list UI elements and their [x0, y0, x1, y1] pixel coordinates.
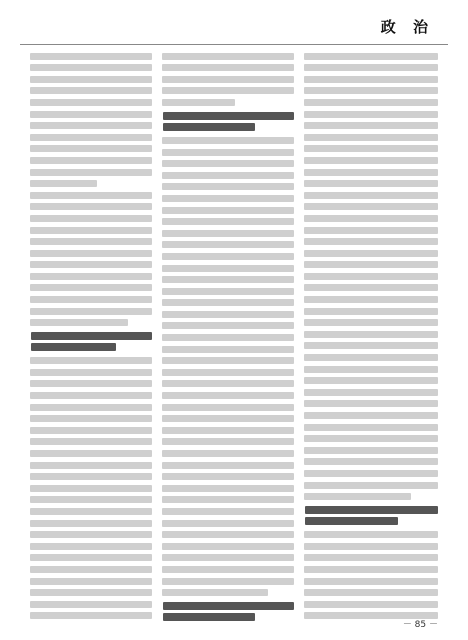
text-line-placeholder	[304, 447, 438, 454]
text-line-placeholder	[304, 227, 438, 234]
text-line-placeholder	[162, 311, 294, 318]
text-line-placeholder	[30, 612, 152, 619]
text-line-placeholder	[304, 566, 438, 573]
text-line-placeholder	[304, 482, 438, 489]
text-line-placeholder	[30, 404, 152, 411]
text-line-placeholder	[162, 380, 294, 387]
text-line-placeholder	[30, 53, 152, 60]
text-line-placeholder	[162, 496, 294, 503]
text-line-placeholder	[30, 319, 128, 326]
text-line-placeholder	[162, 276, 294, 283]
text-line-placeholder	[30, 238, 152, 245]
text-line-placeholder	[30, 438, 152, 445]
text-line-placeholder	[30, 415, 152, 422]
text-line-placeholder	[304, 284, 438, 291]
text-line-placeholder	[304, 389, 438, 396]
text-line-placeholder	[30, 169, 152, 176]
text-line-placeholder	[30, 369, 152, 376]
page-number: － 85 －	[402, 620, 438, 630]
text-line-placeholder	[304, 531, 438, 538]
text-line-placeholder	[304, 203, 438, 210]
text-line-placeholder	[304, 308, 438, 315]
text-line-placeholder	[304, 400, 438, 407]
text-line-placeholder	[304, 458, 438, 465]
text-line-placeholder	[162, 462, 294, 469]
text-line-placeholder	[162, 172, 294, 179]
subsection-heading-placeholder	[304, 506, 438, 525]
heading-line-placeholder	[163, 112, 294, 120]
text-line-placeholder	[304, 342, 438, 349]
subsection-heading-placeholder	[162, 112, 294, 131]
heading-line-placeholder	[31, 343, 116, 351]
text-line-placeholder	[162, 369, 294, 376]
text-line-placeholder	[30, 284, 152, 291]
text-line-placeholder	[162, 357, 294, 364]
text-line-placeholder	[304, 601, 438, 608]
text-line-placeholder	[162, 508, 294, 515]
text-line-placeholder	[30, 273, 152, 280]
text-line-placeholder	[304, 111, 438, 118]
text-line-placeholder	[30, 134, 152, 141]
text-line-placeholder	[304, 578, 438, 585]
text-line-placeholder	[304, 238, 438, 245]
text-line-placeholder	[304, 157, 438, 164]
text-line-placeholder	[30, 531, 152, 538]
text-line-placeholder	[304, 215, 438, 222]
text-line-placeholder	[162, 392, 294, 399]
text-line-placeholder	[30, 308, 152, 315]
text-line-placeholder	[30, 508, 152, 515]
section-title: 政 治	[380, 18, 434, 36]
text-line-placeholder	[30, 145, 152, 152]
text-line-placeholder	[30, 192, 152, 199]
text-line-placeholder	[162, 404, 294, 411]
text-line-placeholder	[30, 496, 152, 503]
text-line-placeholder	[30, 357, 152, 364]
text-line-placeholder	[162, 520, 294, 527]
text-line-placeholder	[30, 76, 152, 83]
text-line-placeholder	[304, 331, 438, 338]
text-line-placeholder	[304, 76, 438, 83]
text-line-placeholder	[162, 99, 235, 106]
text-line-placeholder	[30, 543, 152, 550]
text-line-placeholder	[30, 589, 152, 596]
text-line-placeholder	[162, 566, 294, 573]
text-line-placeholder	[162, 346, 294, 353]
text-line-placeholder	[30, 180, 97, 187]
text-line-placeholder	[30, 111, 152, 118]
text-line-placeholder	[30, 601, 152, 608]
text-line-placeholder	[30, 227, 152, 234]
text-line-placeholder	[304, 296, 438, 303]
heading-line-placeholder	[163, 602, 294, 610]
text-line-placeholder	[304, 424, 438, 431]
text-line-placeholder	[304, 99, 438, 106]
text-line-placeholder	[162, 53, 294, 60]
text-line-placeholder	[304, 53, 438, 60]
text-line-placeholder	[30, 261, 152, 268]
text-line-placeholder	[30, 462, 152, 469]
text-line-placeholder	[30, 250, 152, 257]
text-column-2	[162, 48, 294, 623]
text-line-placeholder	[162, 76, 294, 83]
text-line-placeholder	[162, 207, 294, 214]
text-line-placeholder	[30, 99, 152, 106]
text-line-placeholder	[162, 450, 294, 457]
text-line-placeholder	[162, 543, 294, 550]
text-line-placeholder	[30, 450, 152, 457]
heading-line-placeholder	[31, 332, 152, 340]
text-line-placeholder	[304, 145, 438, 152]
text-line-placeholder	[162, 438, 294, 445]
subsection-heading-placeholder	[30, 332, 152, 351]
text-line-placeholder	[30, 473, 152, 480]
text-line-placeholder	[162, 288, 294, 295]
text-line-placeholder	[162, 137, 294, 144]
text-line-placeholder	[162, 87, 294, 94]
heading-line-placeholder	[305, 506, 438, 514]
text-line-placeholder	[304, 250, 438, 257]
text-line-placeholder	[162, 64, 294, 71]
text-line-placeholder	[30, 157, 152, 164]
text-line-placeholder	[30, 566, 152, 573]
text-line-placeholder	[304, 354, 438, 361]
header-rule	[20, 44, 448, 45]
text-line-placeholder	[304, 180, 438, 187]
text-line-placeholder	[162, 415, 294, 422]
text-line-placeholder	[162, 589, 268, 596]
subsection-heading-placeholder	[162, 602, 294, 621]
text-line-placeholder	[30, 578, 152, 585]
text-line-placeholder	[30, 296, 152, 303]
text-line-placeholder	[162, 427, 294, 434]
text-line-placeholder	[162, 149, 294, 156]
text-line-placeholder	[304, 366, 438, 373]
text-line-placeholder	[304, 493, 411, 500]
text-line-placeholder	[304, 435, 438, 442]
text-line-placeholder	[304, 64, 438, 71]
text-line-placeholder	[304, 192, 438, 199]
text-line-placeholder	[304, 134, 438, 141]
text-line-placeholder	[304, 589, 438, 596]
heading-line-placeholder	[163, 123, 255, 131]
text-line-placeholder	[30, 203, 152, 210]
text-line-placeholder	[30, 64, 152, 71]
text-line-placeholder	[162, 265, 294, 272]
text-line-placeholder	[162, 183, 294, 190]
text-line-placeholder	[30, 122, 152, 129]
text-line-placeholder	[304, 554, 438, 561]
text-line-placeholder	[30, 427, 152, 434]
text-line-placeholder	[30, 87, 152, 94]
text-column-3	[304, 48, 438, 623]
text-line-placeholder	[30, 485, 152, 492]
text-line-placeholder	[162, 241, 294, 248]
text-line-placeholder	[304, 169, 438, 176]
text-line-placeholder	[304, 261, 438, 268]
text-line-placeholder	[162, 531, 294, 538]
text-line-placeholder	[162, 554, 294, 561]
text-line-placeholder	[30, 380, 152, 387]
text-line-placeholder	[30, 520, 152, 527]
heading-line-placeholder	[163, 613, 255, 621]
text-line-placeholder	[162, 578, 294, 585]
text-line-placeholder	[162, 334, 294, 341]
text-line-placeholder	[162, 322, 294, 329]
text-line-placeholder	[304, 412, 438, 419]
text-line-placeholder	[162, 218, 294, 225]
text-line-placeholder	[304, 470, 438, 477]
text-line-placeholder	[304, 543, 438, 550]
text-line-placeholder	[162, 160, 294, 167]
text-line-placeholder	[304, 87, 438, 94]
text-line-placeholder	[304, 319, 438, 326]
text-line-placeholder	[304, 377, 438, 384]
text-line-placeholder	[30, 554, 152, 561]
text-line-placeholder	[162, 253, 294, 260]
text-line-placeholder	[162, 299, 294, 306]
text-line-placeholder	[30, 392, 152, 399]
heading-line-placeholder	[305, 517, 398, 525]
text-line-placeholder	[304, 122, 438, 129]
text-line-placeholder	[162, 473, 294, 480]
text-line-placeholder	[162, 230, 294, 237]
text-line-placeholder	[30, 215, 152, 222]
text-line-placeholder	[162, 485, 294, 492]
text-column-1	[30, 48, 152, 623]
text-line-placeholder	[304, 273, 438, 280]
text-line-placeholder	[162, 195, 294, 202]
